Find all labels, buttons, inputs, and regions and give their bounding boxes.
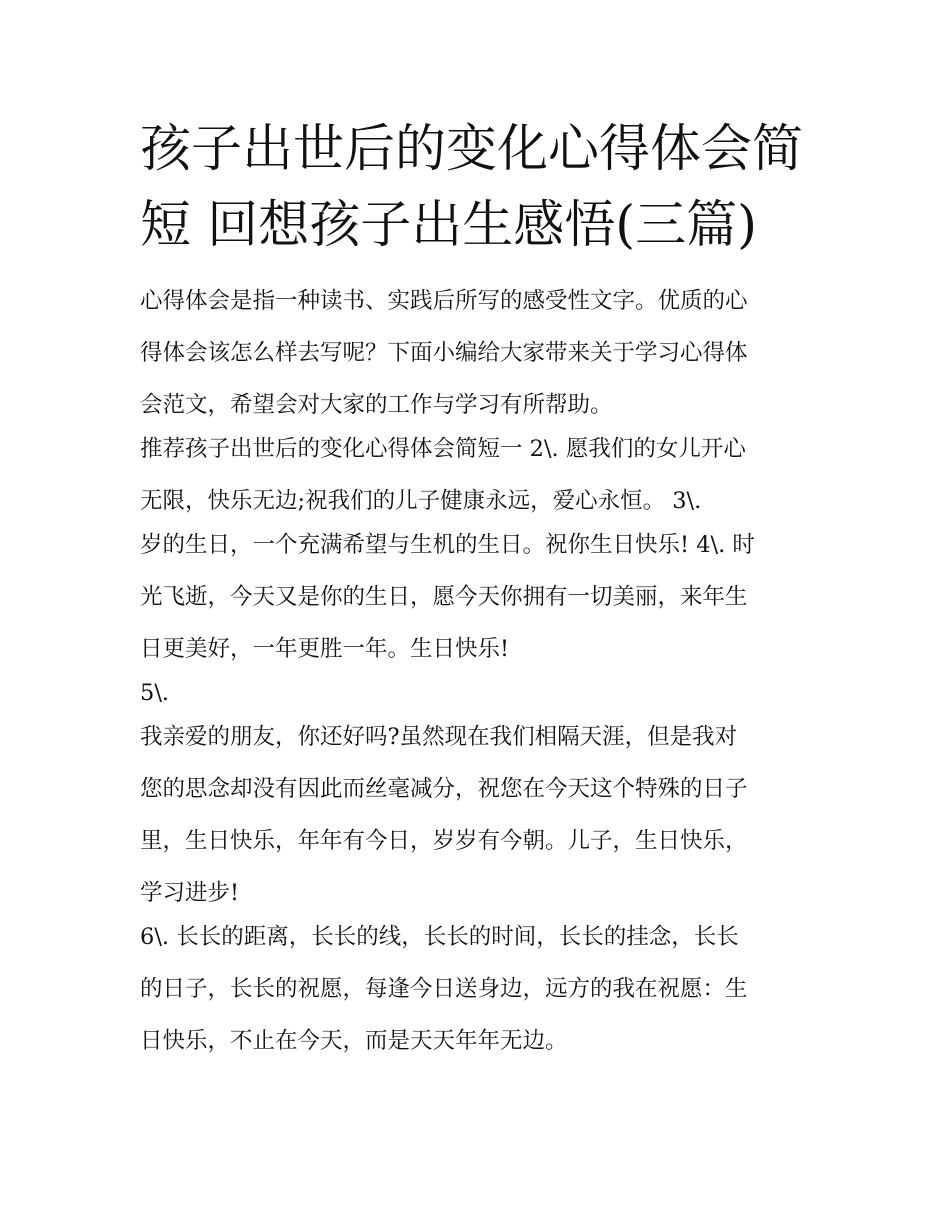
body-line: 日快乐，不止在今天，而是天天年年无边。	[140, 1028, 568, 1054]
body-line: 我亲爱的朋友，你还好吗?虽然现在我们相隔天涯，但是我对	[140, 724, 738, 750]
body-line: 光飞逝，今天又是你的生日，愿今天你拥有一切美丽，来年生	[140, 584, 748, 610]
title-line-1: 孩子出世后的变化心得体会简	[140, 120, 804, 179]
body-text	[140, 281, 820, 1065]
body-line: 得体会该怎么样去写呢？下面小编给大家带来关于学习心得体	[140, 340, 748, 366]
body-line: 日更美好，一年更胜一年。生日快乐!	[140, 636, 510, 662]
body-line: 推荐孩子出世后的变化心得体会简短一 2\. 愿我们的女儿开心	[140, 436, 746, 462]
body-line: 的日子，长长的祝愿，每逢今日送身边，远方的我在祝愿：生	[140, 976, 748, 1002]
body-line: 6\. 长长的距离，长长的线，长长的时间，长长的挂念，长长	[140, 924, 739, 950]
body-line: 里，生日快乐，年年有今日，岁岁有今朝。儿子，生日快乐，	[140, 828, 748, 854]
body-line: 岁的生日，一个充满希望与生机的生日。祝你生日快乐! 4\. 时	[140, 532, 755, 558]
body-line: 无限，快乐无边;祝我们的儿子健康永远，爱心永恒。 3\.	[140, 488, 702, 514]
body-line: 会范文，希望会对大家的工作与学习有所帮助。	[140, 392, 613, 418]
body-line: 学习进步!	[140, 880, 240, 906]
body-line: 您的思念却没有因此而丝毫减分，祝您在今天这个特殊的日子	[140, 776, 748, 802]
title-line-2: 短 回想孩子出生感悟(三篇)	[140, 196, 758, 255]
body-line: 5\.	[140, 680, 170, 706]
body-line: 心得体会是指一种读书、实践后所写的感受性文字。优质的心	[140, 288, 748, 314]
page-title	[140, 112, 820, 264]
